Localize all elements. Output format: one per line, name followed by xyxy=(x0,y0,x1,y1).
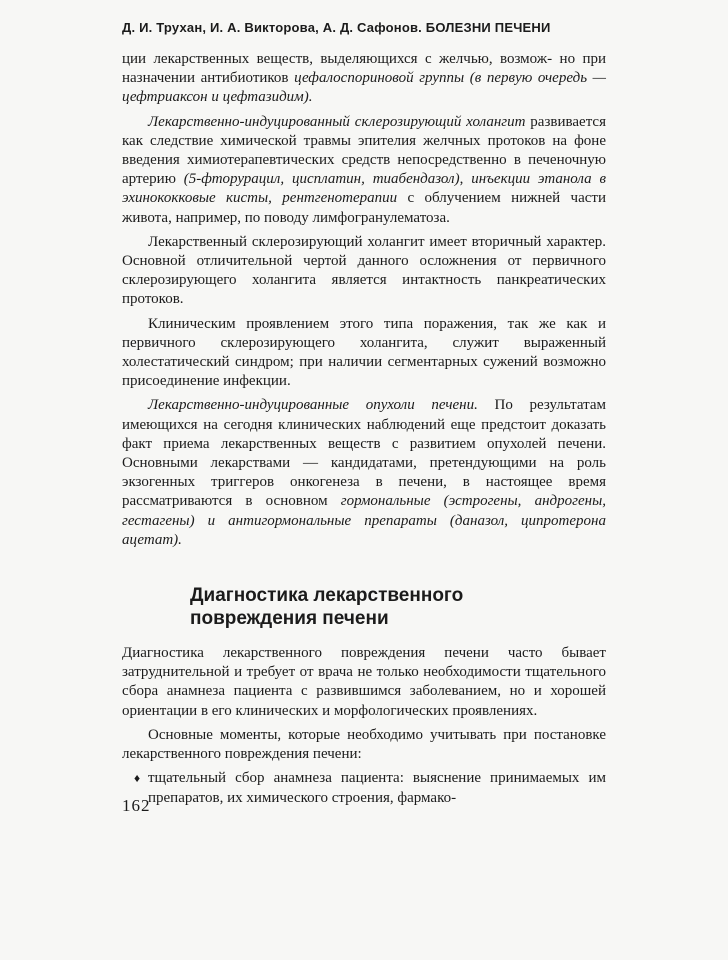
para2-italic-term: Лекарственно-индуцированный склерозирующий холангит xyxy=(148,113,526,130)
section-heading-line2: повреждения печени xyxy=(190,608,389,630)
para1-italic: цефалоспориновой группы (в первую очередь — цефтриаксон и цефтазидим). xyxy=(122,70,606,106)
page-number: 162 xyxy=(122,796,151,815)
para1-text-a: ции лекарственных веществ, выделяющихся с желчью, возмож- xyxy=(122,51,553,67)
para1-text-b: но при назначении антибиотиков xyxy=(122,51,606,87)
section-heading-line1: Диагностика лекарственного xyxy=(190,585,464,607)
paragraph-sclerosing-cholangitis xyxy=(122,113,606,228)
para2-text-f: с облучением нижней части живота, например, по поводу лимфогранулематоза. xyxy=(122,190,607,226)
para5-italic-term: Лекарственно-индуцированные опухоли печени. xyxy=(148,397,478,414)
paragraph-diagnostics: Диагностика лекарственного повреждения печени часто бывает затруднительной и требует от врача не только необходимости тщательного сбора анамнеза пациента с развившимся заболеванием, но и хорошей ориентации в его клинических и морфологических проявлениях. xyxy=(122,645,606,719)
page-body xyxy=(122,50,606,808)
para2-text-d: , xyxy=(459,171,472,188)
paragraph-tumors xyxy=(122,396,606,550)
diamond-bullet-icon: ♦ xyxy=(134,771,141,786)
list-item xyxy=(122,769,606,807)
para2-italic-ethanol: инъекции этанола в эхинококковые кисты, рентгенотерапии xyxy=(122,171,607,207)
list-item-text: тщательный сбор анамнеза пациента: выяснение принимаемых им препаратов, их химического строения, фармако- xyxy=(148,770,606,806)
paragraph-secondary-character: Лекарственный склерозирующий холангит имеет вторичный характер. Основной отличительной чертой данного осложнения от первичного склерозирующего холангита является интактность панкреатических протоков. xyxy=(122,233,606,308)
para5-text-b: По результатам имеющихся на сегодня клинических наблюдений еще предстоит доказать факт приема лекарственных веществ с развитием опухолей печени. Основными лекарствами — кандидатами, претендующими на роль экзогенных триггеров онкогенеза в печени, в настоящее время рассматриваются в основном xyxy=(122,397,606,510)
para2-italic-drugs: (5-фторурацил, цисплатин, тиабендазол) xyxy=(183,171,460,188)
section-heading xyxy=(190,584,606,630)
running-head: Д. И. Трухан, И. А. Викторова, А. Д. Сафонов. БОЛЕЗНИ ПЕЧЕНИ xyxy=(122,20,551,35)
paragraph-clinical: Клиническим проявлением этого типа поражения, так же как и первичного склерозирующего холангита, служит выраженный холестатический синдром; при наличии сегментарных сужений возможно присоединение инфекции. xyxy=(122,315,606,390)
paragraph-continuation xyxy=(122,50,606,108)
paragraph-key-points: Основные моменты, которые необходимо учитывать при постановке лекарственного повреждения печени: xyxy=(122,726,606,763)
para2-text-b: развивается как следствие химической травмы эпителия желчных протоков на фоне введения химиотерапевтических средств непосредственно в печеночную артерию xyxy=(122,113,606,188)
para5-italic-drugs: гормональные (эстрогены, андрогены, гестагены) и антигормональные препараты (даназол, ципротерона ацетат). xyxy=(122,493,607,548)
